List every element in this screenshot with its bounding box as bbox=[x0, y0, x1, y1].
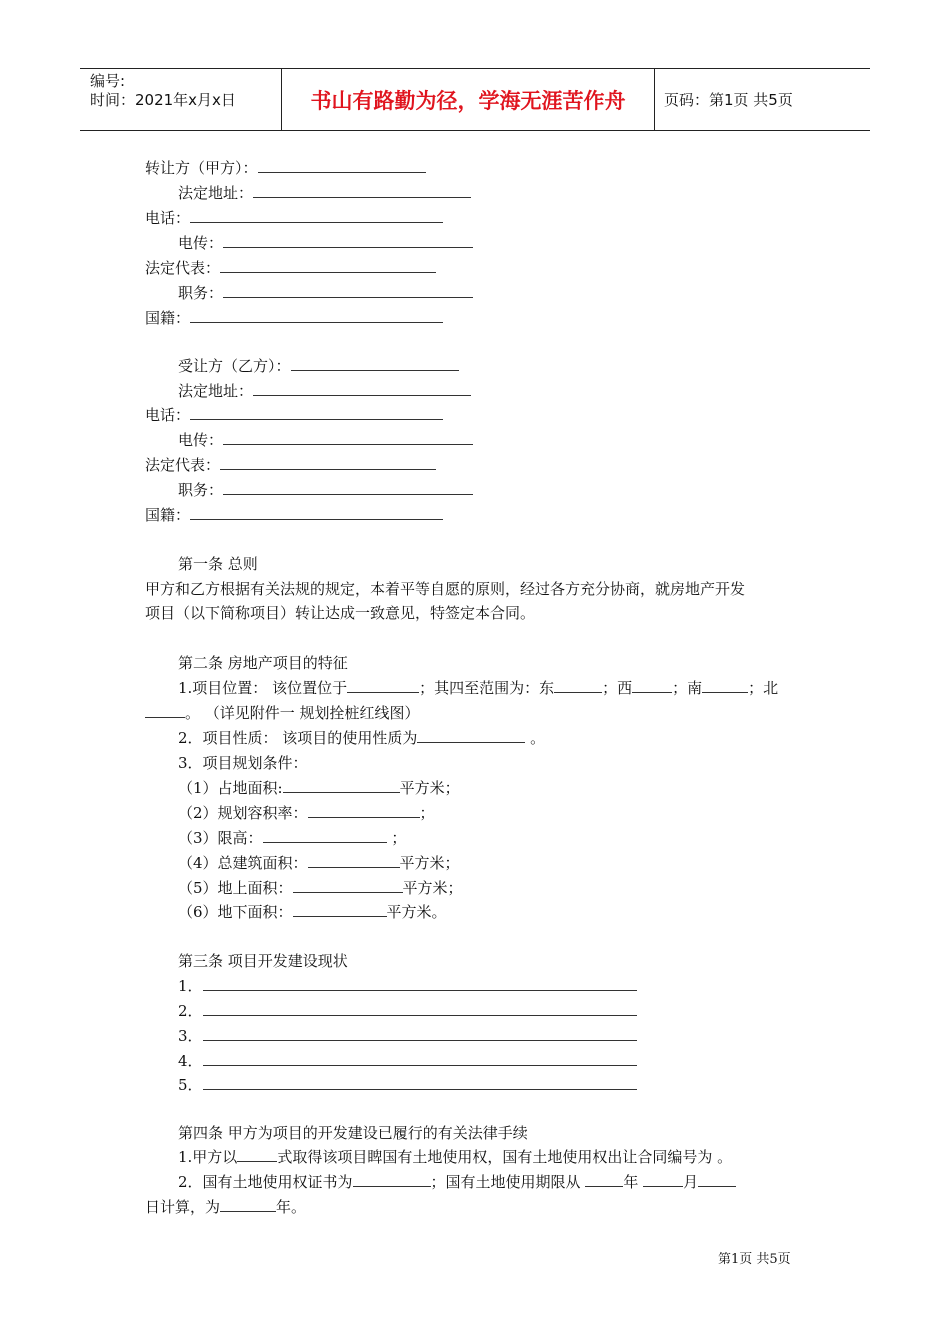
blank-field[interactable] bbox=[223, 233, 473, 248]
field-label: 电传： bbox=[178, 234, 224, 252]
blank-field[interactable] bbox=[190, 405, 443, 420]
plot-ratio-row bbox=[178, 803, 435, 823]
field-label: 。 （详见附件一 规划拴桩红线图） bbox=[185, 704, 420, 722]
party-a-position-row bbox=[178, 283, 473, 303]
blank-field[interactable] bbox=[347, 678, 419, 693]
site-area-row bbox=[178, 778, 460, 798]
field-label: 。 bbox=[525, 729, 546, 747]
field-label: 电传： bbox=[178, 431, 224, 449]
header-meta bbox=[90, 72, 236, 110]
field-label: 平方米； bbox=[402, 879, 463, 897]
article-title: 第三条 项目开发建设现状 bbox=[178, 952, 348, 970]
blank-field[interactable] bbox=[353, 1172, 431, 1187]
blank-field[interactable] bbox=[308, 803, 420, 818]
article-text: 甲方和乙方根据有关法规的规定，本着平等自愿的原则，经过各方充分协商，就房地产开发 bbox=[145, 580, 746, 598]
blank-field[interactable] bbox=[220, 258, 436, 273]
blank-field[interactable] bbox=[190, 505, 443, 520]
field-label: 法定代表： bbox=[145, 259, 221, 277]
party-b-position-row bbox=[178, 480, 473, 500]
party-a-nationality-row bbox=[145, 308, 443, 328]
blank-field[interactable] bbox=[223, 480, 473, 495]
blank-field[interactable] bbox=[190, 208, 443, 223]
party-a-title-row bbox=[145, 158, 426, 178]
blank-field[interactable] bbox=[237, 1147, 277, 1162]
field-label: ；其四至范围为：东 bbox=[419, 679, 555, 697]
page-header bbox=[80, 68, 870, 131]
total-floor-area-row bbox=[178, 853, 460, 873]
field-label: 日计算，为 bbox=[145, 1198, 221, 1216]
field-label: （6）地下面积： bbox=[178, 903, 293, 921]
article-text: 项目（以下简称项目）转让达成一致意见，特签定本合同。 bbox=[145, 604, 536, 622]
party-a-phone-row bbox=[145, 208, 443, 228]
blank-field[interactable] bbox=[293, 902, 387, 917]
blank-field[interactable] bbox=[308, 853, 400, 868]
field-label: （1）占地面积: bbox=[178, 779, 283, 797]
blank-field[interactable] bbox=[220, 455, 436, 470]
article-title: 第四条 甲方为项目的开发建设已履行的有关法律手续 bbox=[178, 1124, 528, 1142]
party-a-rep-row bbox=[145, 258, 436, 278]
blank-field[interactable] bbox=[223, 283, 473, 298]
field-label: ；西 bbox=[602, 679, 633, 697]
article-title: 第一条 总则 bbox=[178, 555, 258, 573]
blank-field[interactable] bbox=[293, 878, 403, 893]
field-label: 国籍： bbox=[145, 309, 191, 327]
status-item bbox=[178, 1051, 637, 1071]
blank-field[interactable] bbox=[702, 678, 748, 693]
field-label: 2．国有土地使用权证书为 bbox=[178, 1173, 353, 1191]
field-label: ；国有土地使用期限从 bbox=[430, 1173, 586, 1191]
blank-field[interactable] bbox=[190, 308, 443, 323]
field-label: 年 bbox=[623, 1173, 644, 1191]
planning-conditions-title: 3．项目规划条件： bbox=[178, 754, 308, 772]
status-item bbox=[178, 1075, 637, 1095]
blank-field[interactable] bbox=[291, 356, 459, 371]
time-label: 时间：2021年x月x日 bbox=[90, 91, 236, 109]
field-label: 法定代表： bbox=[145, 456, 221, 474]
header-page-number: 页码：第1页 共5页 bbox=[664, 91, 793, 109]
project-nature-row bbox=[178, 728, 545, 748]
blank-field[interactable] bbox=[203, 1075, 637, 1090]
party-a-address-row bbox=[178, 183, 471, 203]
blank-field[interactable] bbox=[253, 183, 471, 198]
blank-field[interactable] bbox=[203, 976, 637, 991]
blank-field[interactable] bbox=[203, 1051, 637, 1066]
party-b-rep-row bbox=[145, 455, 436, 475]
field-label: ； bbox=[419, 804, 435, 822]
article-title: 第二条 房地产项目的特征 bbox=[178, 654, 348, 672]
blank-field[interactable] bbox=[585, 1172, 623, 1187]
land-term-row bbox=[145, 1197, 306, 1217]
item-number: 5． bbox=[178, 1076, 203, 1094]
party-b-nationality-row bbox=[145, 505, 443, 525]
party-b-title: 受让方（乙方）： bbox=[178, 357, 291, 375]
footer-page-number: 第1页 共5页 bbox=[718, 1252, 791, 1267]
above-ground-area-row bbox=[178, 878, 463, 898]
field-label: ； bbox=[386, 829, 407, 847]
header-motto: 书山有路勤为径，学海无涯苦作舟 bbox=[310, 88, 626, 113]
item-number: 1． bbox=[178, 977, 203, 995]
field-label: 年。 bbox=[276, 1198, 307, 1216]
field-label: 1.项目位置： 该位置位于 bbox=[178, 679, 348, 697]
field-label: 电话： bbox=[145, 406, 191, 424]
blank-field[interactable] bbox=[253, 381, 471, 396]
blank-field[interactable] bbox=[632, 678, 672, 693]
blank-field[interactable] bbox=[258, 158, 426, 173]
blank-field[interactable] bbox=[643, 1172, 683, 1187]
field-label: 平方米； bbox=[399, 854, 460, 872]
blank-field[interactable] bbox=[417, 728, 525, 743]
project-location-row-cont bbox=[145, 703, 420, 723]
underground-area-row bbox=[178, 902, 447, 922]
party-a-title: 转让方（甲方）： bbox=[145, 159, 258, 177]
field-label: 电话： bbox=[145, 209, 191, 227]
blank-field[interactable] bbox=[698, 1172, 736, 1187]
party-a-fax-row bbox=[178, 233, 473, 253]
blank-field[interactable] bbox=[283, 778, 400, 793]
field-label: 1.甲方以 bbox=[178, 1148, 238, 1166]
blank-field[interactable] bbox=[203, 1026, 637, 1041]
party-b-fax-row bbox=[178, 430, 473, 450]
blank-field[interactable] bbox=[220, 1197, 276, 1212]
height-limit-row bbox=[178, 828, 406, 848]
project-location-row bbox=[178, 678, 778, 698]
field-label: （3）限高： bbox=[178, 829, 263, 847]
blank-field[interactable] bbox=[263, 828, 387, 843]
blank-field[interactable] bbox=[203, 1001, 637, 1016]
field-label: ；北 bbox=[748, 679, 779, 697]
item-number: 2． bbox=[178, 1002, 203, 1020]
field-label: ；南 bbox=[672, 679, 703, 697]
field-label: 职务： bbox=[178, 481, 224, 499]
item-number: 3． bbox=[178, 1027, 203, 1045]
status-item bbox=[178, 1026, 637, 1046]
field-label: （5）地上面积： bbox=[178, 879, 293, 897]
blank-field[interactable] bbox=[223, 430, 473, 445]
status-item bbox=[178, 1001, 637, 1021]
field-label: 国籍： bbox=[145, 506, 191, 524]
field-label: 职务： bbox=[178, 284, 224, 302]
party-b-phone-row bbox=[145, 405, 443, 425]
field-label: 月 bbox=[683, 1173, 699, 1191]
serial-label: 编号: bbox=[90, 72, 126, 90]
header-divider bbox=[654, 69, 655, 130]
field-label: （2）规划容积率： bbox=[178, 804, 308, 822]
land-certificate-row bbox=[178, 1172, 736, 1192]
field-label: 平方米。 bbox=[386, 903, 447, 921]
field-label: 平方米； bbox=[399, 779, 460, 797]
field-label: （4）总建筑面积： bbox=[178, 854, 308, 872]
party-b-address-row bbox=[178, 381, 471, 401]
land-acquisition-row bbox=[178, 1147, 732, 1167]
party-b-title-row bbox=[178, 356, 459, 376]
blank-field[interactable] bbox=[554, 678, 602, 693]
field-label: 法定地址： bbox=[178, 184, 254, 202]
field-label: 法定地址： bbox=[178, 382, 254, 400]
blank-field[interactable] bbox=[145, 703, 185, 718]
status-item bbox=[178, 976, 637, 996]
item-number: 4． bbox=[178, 1052, 203, 1070]
field-label: 2．项目性质： 该项目的使用性质为 bbox=[178, 729, 418, 747]
field-label: 式取得该项目睥国有土地使用权，国有土地使用权出让合同编号为 。 bbox=[277, 1148, 733, 1166]
